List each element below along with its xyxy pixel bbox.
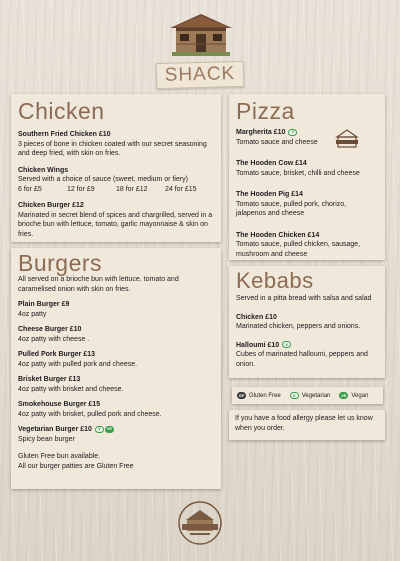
burgers-heading: Burgers bbox=[18, 250, 103, 276]
item-desc: 4oz patty with brisket and cheese. bbox=[18, 385, 124, 393]
item-title: Plain Burger £9 bbox=[18, 301, 70, 308]
menu-item bbox=[18, 300, 214, 319]
allergy-note: If you have a food allergy please let us know when you order. bbox=[229, 410, 385, 440]
menu-item bbox=[236, 190, 378, 219]
item-title: Southern Fried Chicken £10 bbox=[18, 131, 111, 138]
vegan-badge-icon: VE bbox=[106, 426, 113, 432]
burgers-footer-gf-bun: Gluten Free bun available. bbox=[18, 453, 101, 460]
item-title-text: Halloumi £10 bbox=[236, 341, 280, 349]
item-title: Chicken Burger £12 bbox=[18, 202, 84, 209]
item-title: The Hooden Pig £14 bbox=[236, 191, 303, 198]
item-title: The Hooden Cow £14 bbox=[236, 160, 307, 167]
item-desc: 4oz patty with brisket, pulled pork and cheese. bbox=[18, 410, 162, 418]
menu-item bbox=[236, 159, 378, 178]
item-title: Brisket Burger £13 bbox=[18, 376, 81, 383]
dietary-legend bbox=[232, 387, 383, 404]
wing-prices bbox=[18, 185, 214, 195]
shack-sign bbox=[156, 61, 245, 89]
item-title: Pulled Pork Burger £13 bbox=[18, 351, 96, 358]
item-title: Smokehouse Burger £15 bbox=[18, 401, 101, 408]
vegetarian-badge-icon: V bbox=[282, 341, 291, 348]
legend-ve-label: Vegan bbox=[351, 392, 369, 399]
chicken-heading: Chicken bbox=[18, 98, 105, 124]
item-title bbox=[236, 341, 378, 351]
pizza-heading: Pizza bbox=[236, 98, 295, 124]
menu-item bbox=[236, 313, 378, 332]
menu-item bbox=[18, 425, 214, 444]
burgers-footer-gf-patty: All our burger patties are Gluten Free bbox=[18, 462, 134, 470]
item-desc: Cubes of marinated halloumi, peppers and onion. bbox=[236, 351, 368, 368]
menu-item bbox=[18, 350, 214, 369]
item-desc: 3 pieces of bone in chicken coated with our secret seasoning and deep fried, with skin on fries. bbox=[18, 140, 207, 157]
item-desc: Tomato sauce, pulled pork, chorizo, jalapenos and cheese bbox=[236, 200, 347, 217]
item-desc: Tomato sauce, pulled chicken, sausage, mushroom and cheese bbox=[236, 241, 361, 258]
chicken-section bbox=[11, 94, 221, 242]
wing-price: 24 for £15 bbox=[165, 185, 197, 193]
shack-logo bbox=[0, 8, 400, 84]
burgers-intro: All served on a brioche bun with lettuce. tomato and caramelised onion with skin on fries. bbox=[18, 276, 179, 293]
vegetarian-badge-icon: V bbox=[290, 392, 299, 399]
item-title-text: Margherita £10 bbox=[236, 129, 286, 136]
item-title-text: Vegetarian Burger £10 bbox=[18, 426, 92, 433]
wing-price: 6 for £5 bbox=[18, 185, 42, 193]
item-desc: 4oz patty bbox=[18, 310, 47, 318]
wing-price: 12 for £9 bbox=[67, 185, 95, 193]
hooden-bottom-logo-icon bbox=[172, 500, 228, 546]
item-desc: Marinated chicken, peppers and onions. bbox=[236, 323, 361, 330]
menu-item bbox=[18, 375, 214, 394]
gluten-free-badge-icon: GF bbox=[238, 393, 245, 398]
menu-item bbox=[18, 130, 214, 159]
vegetarian-badge-icon: V bbox=[288, 129, 297, 136]
item-desc: Served with a choice of sauce (sweet, medium or fiery) bbox=[18, 176, 189, 183]
kebabs-heading: Kebabs bbox=[236, 268, 314, 293]
kebabs-section bbox=[229, 266, 385, 378]
item-title: Cheese Burger £10 bbox=[18, 326, 82, 333]
menu-item bbox=[18, 166, 214, 195]
item-desc: 4oz patty with cheese . bbox=[18, 335, 90, 343]
item-desc: Marinated in secret blend of spices and chargrilled, served in a brioche bun with lettuce, tomato, garlic mayonnaise & skin on fries. bbox=[18, 211, 213, 238]
item-desc: Tomato sauce, brisket, chilli and cheese bbox=[236, 169, 360, 177]
item-title: The Hooden Chicken £14 bbox=[236, 231, 320, 239]
menu-item bbox=[18, 201, 214, 239]
vegan-badge-icon: VE bbox=[341, 393, 347, 398]
menu-item bbox=[236, 341, 378, 370]
item-desc: 4oz patty with pulled pork and cheese. bbox=[18, 360, 138, 368]
item-title bbox=[18, 425, 214, 435]
item-desc: Spicy bean burger bbox=[18, 435, 75, 443]
menu-item bbox=[236, 231, 378, 260]
vegetarian-badge-icon: V bbox=[95, 426, 104, 433]
pizza-section bbox=[229, 94, 385, 260]
legend-v-label: Vegetarian bbox=[301, 392, 331, 399]
shack-title: SHACK bbox=[164, 63, 236, 86]
shack-house-icon bbox=[168, 12, 234, 58]
menu-item bbox=[18, 400, 214, 419]
hooden-logo-icon bbox=[334, 128, 360, 150]
wing-price: 18 for £12 bbox=[116, 185, 148, 193]
item-desc: Tomato sauce and cheese bbox=[236, 138, 318, 146]
item-title: Chicken Wings bbox=[18, 166, 69, 174]
menu-item bbox=[18, 325, 214, 344]
burgers-section bbox=[11, 248, 221, 489]
legend-gf-label: Gluten Free bbox=[249, 392, 281, 399]
kebabs-intro: Served in a pitta bread with salsa and salad bbox=[236, 295, 372, 302]
item-title: Chicken £10 bbox=[236, 313, 277, 321]
